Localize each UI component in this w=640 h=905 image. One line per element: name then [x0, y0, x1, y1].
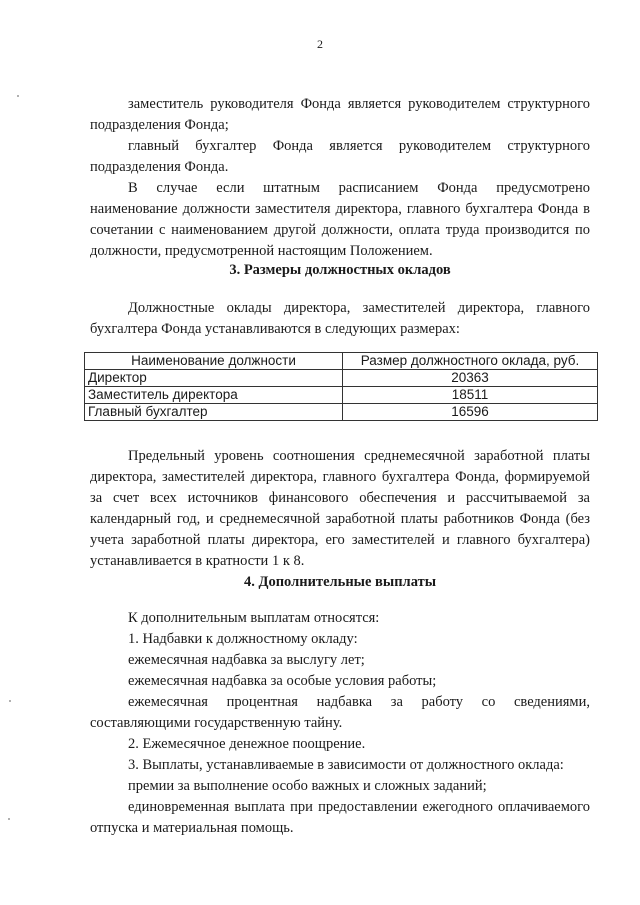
- table-row: [85, 404, 598, 421]
- list-item: 1. Надбавки к должностному окладу:: [128, 631, 358, 647]
- list-item: ежемесячная надбавка за выслугу лет;: [128, 652, 365, 668]
- salary-cell: 18511: [343, 387, 598, 404]
- salary-cell: 16596: [343, 404, 598, 421]
- column-header-position: Наименование должности: [85, 353, 343, 370]
- list-item: премии за выполнение особо важных и сложных заданий;: [128, 778, 487, 794]
- position-cell: Заместитель директора: [85, 387, 343, 404]
- section-3-heading: 3. Размеры должностных окладов: [229, 262, 451, 278]
- list-item: ежемесячная надбавка за особые условия работы;: [128, 673, 437, 689]
- paragraph-salary-ratio: Предельный уровень соотношения среднемесячной заработной платы директора, заместителей директора, главного бухгалтера Фонда, формируемой за счет всех источников финансового обеспечения и рассчитываемой за календарный год, и среднемесячной заработной платы работников Фонда (без учета заработной платы директора, его заместителей и главного бухгалтера) устанавливается в кратности 1 к 8.: [90, 448, 590, 569]
- position-cell: Директор: [85, 370, 343, 387]
- paragraph-chief-accountant: главный бухгалтер Фонда является руководителем структурного подразделения Фонда.: [90, 138, 590, 175]
- page-number: 2: [317, 37, 323, 51]
- table-row: [85, 370, 598, 387]
- position-cell: Главный бухгалтер: [85, 404, 343, 421]
- paragraph-deputy-head: заместитель руководителя Фонда является руководителем структурного подразделения Фонда;: [90, 96, 590, 133]
- list-item: К дополнительным выплатам относятся:: [128, 610, 380, 626]
- list-item: 2. Ежемесячное денежное поощрение.: [128, 736, 366, 752]
- table-row: [85, 387, 598, 404]
- section-4-heading: 4. Дополнительные выплаты: [243, 574, 437, 590]
- list-item: 3. Выплаты, устанавливаемые в зависимости от должностного оклада:: [128, 757, 564, 773]
- list-item: ежемесячная процентная надбавка за работу со сведениями, составляющими государственную тайну.: [90, 694, 590, 731]
- salary-cell: 20363: [343, 370, 598, 387]
- scan-speck: [9, 700, 11, 702]
- paragraph-salaries-intro: Должностные оклады директора, заместителей директора, главного бухгалтера Фонда устанавливаются в следующих размерах:: [90, 300, 590, 337]
- table-header-row: [85, 353, 598, 370]
- column-header-salary: Размер должностного оклада, руб.: [343, 353, 598, 370]
- scan-speck: [17, 95, 19, 97]
- paragraph-combined-position: В случае если штатным расписанием Фонда предусмотрено наименование должности заместителя директора, главного бухгалтера Фонда в сочетании с наименованием другой должности, оплата труда производится по должности, предусмотренной настоящим Положением.: [90, 180, 590, 259]
- salary-table: [84, 352, 598, 421]
- scan-speck: [8, 818, 10, 820]
- list-item: единовременная выплата при предоставлении ежегодного оплачиваемого отпуска и материальная помощь.: [90, 799, 590, 836]
